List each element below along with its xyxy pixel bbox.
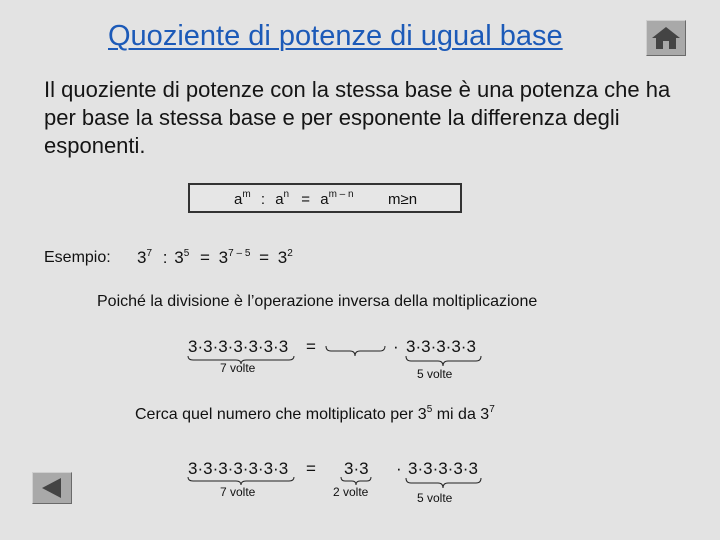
row2-equals: = xyxy=(306,459,316,478)
example-label: Esempio: xyxy=(44,249,111,266)
example-expression: $3^7$ : $3^5 = 3^{7 - 5} = 3^2$ xyxy=(137,248,293,267)
row1-equals: = xyxy=(306,337,316,356)
row2-left-label: 7 volte xyxy=(220,485,256,499)
row1-middle-brace xyxy=(325,345,387,357)
row2-right-brace xyxy=(405,477,483,489)
slide-title: Quoziente di potenze di ugual base xyxy=(108,20,563,52)
row2-left-product: 3·3·3·3·3·3·3 xyxy=(188,459,289,478)
formula-condition: m≥n xyxy=(388,191,418,208)
division-note: Poiché la divisione è l’operazione inversa della moltiplicazione xyxy=(97,293,538,310)
back-button[interactable] xyxy=(32,472,72,504)
row1-left-product: 3·3·3·3·3·3·3 xyxy=(188,337,289,356)
row2-middle-product: 3·3 xyxy=(344,459,369,478)
row1-left-label: 7 volte xyxy=(220,361,256,375)
home-button[interactable] xyxy=(646,20,686,56)
row2-right-label: 5 volte xyxy=(417,491,453,505)
row2-middle-label: 2 volte xyxy=(333,485,369,499)
row1-right-brace xyxy=(405,355,483,367)
search-question: Cerca quel numero che moltiplicato per $3^5$ mi da $3^7$ xyxy=(135,404,495,423)
home-icon xyxy=(647,21,685,55)
row2-dot: · xyxy=(396,459,402,478)
row1-right-label: 5 volte xyxy=(417,367,453,381)
intro-paragraph: Il quoziente di potenze con la stessa base è una potenza che ha per base la stessa base e per esponente la differenza degli esponenti. xyxy=(44,77,671,158)
row1-right-product: 3·3·3·3·3 xyxy=(406,337,476,356)
row1-dot: · xyxy=(393,337,399,356)
back-arrow-icon xyxy=(33,473,71,503)
row2-right-product: 3·3·3·3·3 xyxy=(408,459,478,478)
formula: $a^m$ : $a^n = a^{m - n}$ xyxy=(234,189,354,208)
